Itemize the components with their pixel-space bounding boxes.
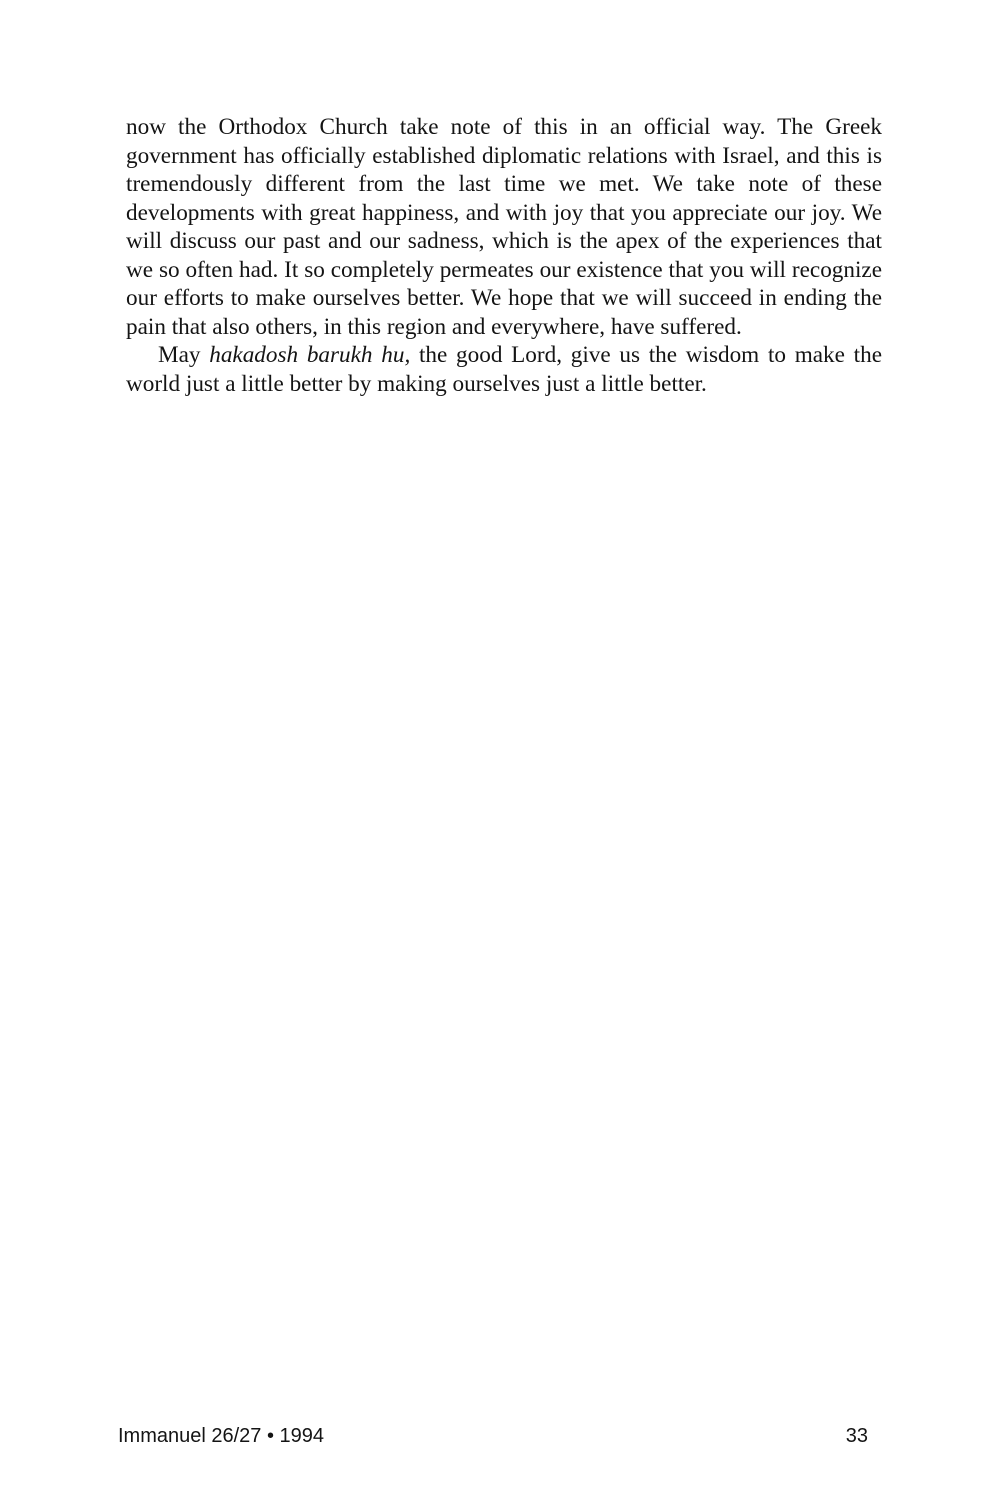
footer-journal-info: Immanuel 26/27 • 1994 — [118, 1425, 325, 1447]
paragraph-1-text: now the Orthodox Church take note of this in an official way. The Greek government has officially established diplomatic relations with Israel, and this is tremendously different from the last time we met. We take note of these developments with great happiness, and with joy that you appreciate our joy. We will discuss our past and our sadness, which is the apex of the experiences that we so often had. It so completely permeates our existence that you will recognize our efforts to make ourselves better. We hope that we will succeed in ending the pain that also others, in this region and everywhere, have suffered. — [126, 114, 882, 340]
page-number: 33 — [845, 1425, 868, 1447]
body-text — [126, 113, 882, 398]
paragraph-2-lead: May — [158, 342, 210, 368]
paragraph-2-rest: the good Lord, give us the wisdom to make the world just a little better by making ourselves just a little better. — [126, 342, 882, 397]
paragraph-1 — [126, 113, 882, 341]
paragraph-2 — [126, 341, 882, 398]
hebrew-phrase: hakadosh barukh hu, — [209, 342, 411, 368]
